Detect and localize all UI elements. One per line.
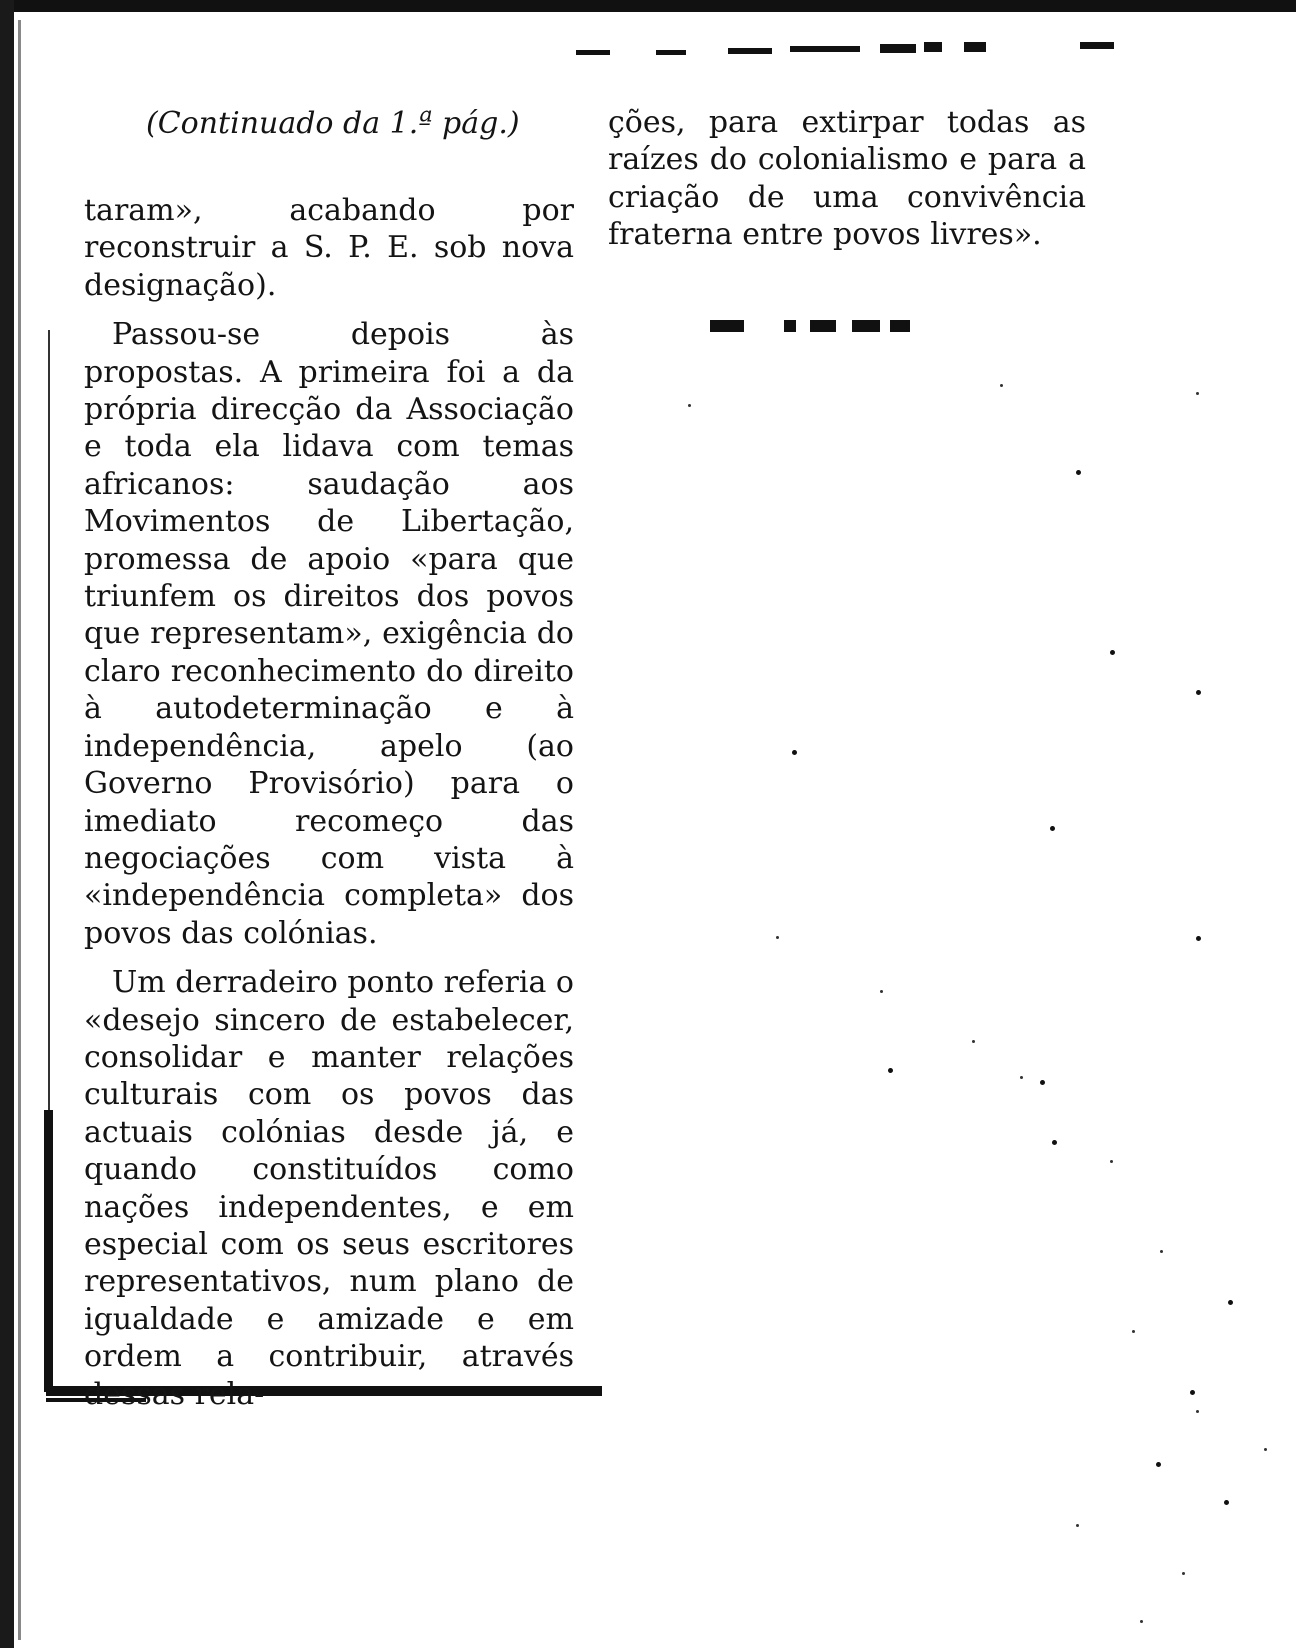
cut-off-headline-fragment bbox=[710, 320, 910, 332]
page-top-border bbox=[0, 0, 1296, 12]
paragraph: Passou-se depois às propostas. A primeira foi a da própria direcção da Associação e toda ela lidava com temas africanos: saudação aos Movimentos de Libertação, promessa de apoio «para que triunfem os direitos dos povos que representam», exigência do claro reconhecimento do direito à autodeterminação e à independência, apelo (ao Governo Provisório) para o imediato recomeço das negociações com vista à «independência completa» dos povos das colónias. bbox=[84, 317, 574, 951]
left-column-margin-line bbox=[48, 330, 50, 1110]
continued-note: (Continuado da 1.ª pág.) bbox=[146, 106, 520, 141]
paragraph: taram», acabando por reconstruir a S. P. E. sob nova designação). bbox=[84, 193, 574, 303]
paragraph: Um derradeiro ponto referia o «desejo sincero de estabelecer, consolidar e manter relações culturais com os povos das actuais colónias desde já, e quando constituídos como nações independentes, e em especial com os seus escritores representativos, num plano de igualdade e amizade e em ordem a contribuir, através dessas rela- bbox=[84, 965, 574, 1412]
page-left-border bbox=[0, 0, 14, 1648]
left-column bbox=[84, 192, 574, 1413]
page-left-inner-line bbox=[18, 20, 21, 1640]
right-column bbox=[608, 104, 1086, 254]
left-column-margin-bar bbox=[44, 1110, 53, 1392]
paragraph: ções, para extirpar todas as raízes do colonialismo e para a criação de uma convivência fraterna entre povos livres». bbox=[608, 105, 1086, 253]
